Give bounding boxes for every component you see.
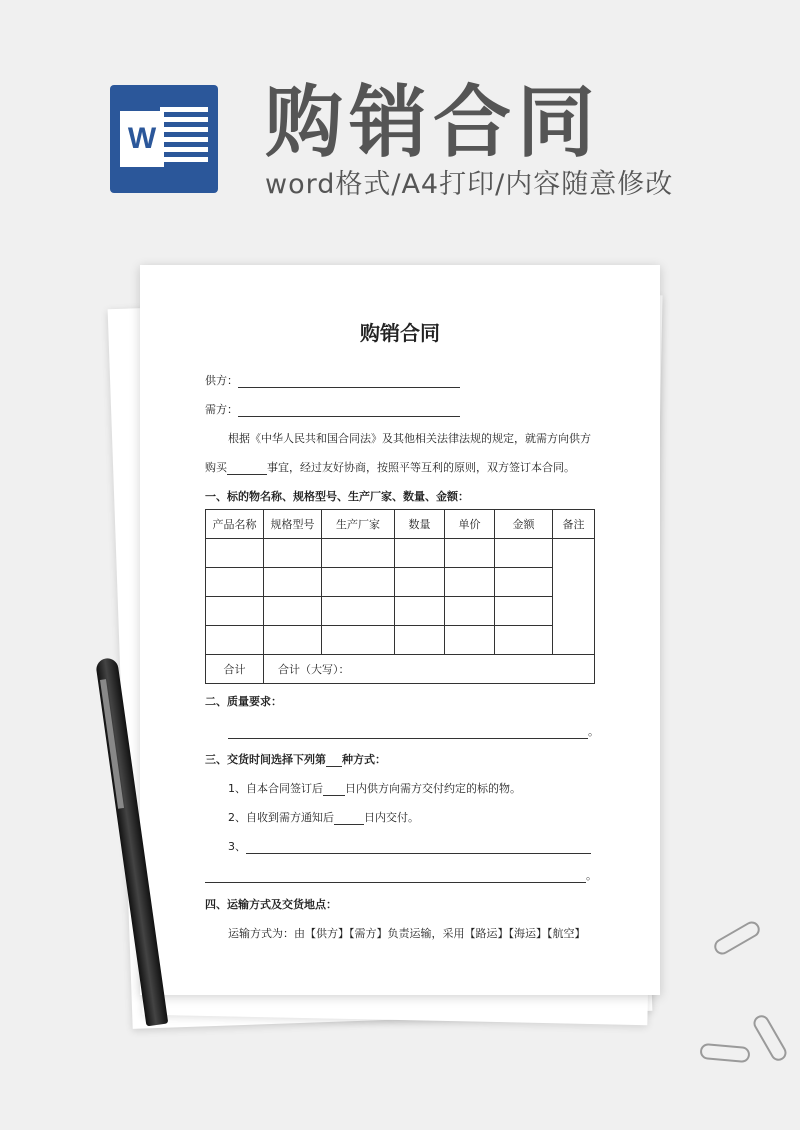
word-letter: W	[120, 111, 164, 167]
table-row	[206, 626, 595, 655]
option-choice-blank[interactable]	[326, 754, 342, 767]
total-words-label[interactable]: 合计（大写）：	[264, 655, 595, 684]
table-cell[interactable]	[264, 539, 322, 568]
table-cell[interactable]	[395, 626, 445, 655]
quality-blank[interactable]	[228, 726, 588, 739]
header-unit-price: 单价	[445, 510, 495, 539]
section-3-heading	[205, 753, 386, 767]
option-1-days-blank[interactable]	[323, 783, 345, 796]
table-cell[interactable]	[322, 597, 395, 626]
table-cell[interactable]	[264, 626, 322, 655]
document-lines-icon	[160, 107, 208, 167]
table-cell[interactable]	[206, 539, 264, 568]
table-row	[206, 539, 595, 568]
section-2-heading: 二、质量要求：	[205, 695, 282, 708]
remarks-cell[interactable]	[553, 539, 595, 655]
paperclip-icon-3	[751, 1012, 790, 1063]
product-blank[interactable]	[227, 462, 267, 475]
transport-line: 运输方式为：由【供方】【需方】负责运输，采用【路运】【海运】【航空】	[228, 927, 586, 940]
table-cell[interactable]	[264, 597, 322, 626]
document-title: 购销合同	[360, 321, 440, 345]
intro-line-2	[205, 461, 575, 475]
banner-subtitle: word格式/A4打印/内容随意修改	[265, 169, 674, 200]
table-cell[interactable]	[206, 597, 264, 626]
table-row	[206, 568, 595, 597]
section-3-suffix: 种方式：	[342, 753, 386, 766]
section-3-prefix: 三、交货时间选择下列第	[205, 753, 326, 766]
document-page	[140, 265, 660, 995]
goods-table	[205, 509, 595, 684]
table-cell[interactable]	[445, 568, 495, 597]
option-3-blank[interactable]	[246, 841, 591, 854]
intro-suffix: 事宜，经过友好协商，按照平等互利的原则，双方签订本合同。	[267, 461, 575, 474]
table-cell[interactable]	[322, 626, 395, 655]
total-label: 合计	[206, 655, 264, 684]
header-amount: 金额	[495, 510, 553, 539]
header-product-name: 产品名称	[206, 510, 264, 539]
option-1-prefix: 1、自本合同签订后	[228, 782, 323, 795]
header-spec: 规格型号	[264, 510, 322, 539]
table-cell[interactable]	[322, 568, 395, 597]
option-1	[228, 782, 521, 796]
header-remarks: 备注	[553, 510, 595, 539]
table-cell[interactable]	[395, 597, 445, 626]
table-cell[interactable]	[206, 568, 264, 597]
table-total-row	[206, 655, 595, 684]
option-3-prefix: 3、	[228, 840, 246, 853]
table-cell[interactable]	[445, 626, 495, 655]
buyer-label: 需方：	[205, 403, 238, 416]
header-manufacturer: 生产厂家	[322, 510, 395, 539]
option-3-blank-2[interactable]	[205, 870, 586, 883]
header-quantity: 数量	[395, 510, 445, 539]
table-cell[interactable]	[322, 539, 395, 568]
supplier-label: 供方：	[205, 374, 238, 387]
table-cell[interactable]	[445, 597, 495, 626]
option-1-suffix: 日内供方向需方交付约定的标的物。	[345, 782, 521, 795]
intro-line-1: 根据《中华人民共和国合同法》及其他相关法律法规的规定，就需方向供方	[228, 432, 591, 445]
buyer-row	[205, 403, 460, 417]
quality-line	[228, 725, 599, 739]
table-cell[interactable]	[495, 568, 553, 597]
option-3	[228, 840, 591, 854]
section-1-heading: 一、标的物名称、规格型号、生产厂家、数量、金额：	[205, 490, 469, 503]
banner-title: 购销合同	[265, 78, 602, 168]
table-cell[interactable]	[264, 568, 322, 597]
table-cell[interactable]	[445, 539, 495, 568]
supplier-blank[interactable]	[238, 375, 460, 388]
table-cell[interactable]	[206, 626, 264, 655]
word-icon	[110, 85, 218, 193]
section-4-heading: 四、运输方式及交货地点：	[205, 898, 337, 911]
option-2-prefix: 2、自收到需方通知后	[228, 811, 334, 824]
quality-end: 。	[588, 725, 599, 738]
supplier-row	[205, 374, 460, 388]
option-2	[228, 811, 419, 825]
buyer-blank[interactable]	[238, 404, 460, 417]
option-2-days-blank[interactable]	[334, 812, 364, 825]
table-row	[206, 597, 595, 626]
paperclip-icon-2	[699, 1043, 750, 1063]
table-cell[interactable]	[495, 597, 553, 626]
table-cell[interactable]	[395, 539, 445, 568]
option-3-end: 。	[586, 869, 597, 882]
option-2-suffix: 日内交付。	[364, 811, 419, 824]
table-cell[interactable]	[495, 539, 553, 568]
table-header-row	[206, 510, 595, 539]
intro-prefix: 购买	[205, 461, 227, 474]
table-cell[interactable]	[495, 626, 553, 655]
option-3-continuation	[205, 869, 597, 883]
paperclip-icon	[711, 919, 762, 958]
table-cell[interactable]	[395, 568, 445, 597]
